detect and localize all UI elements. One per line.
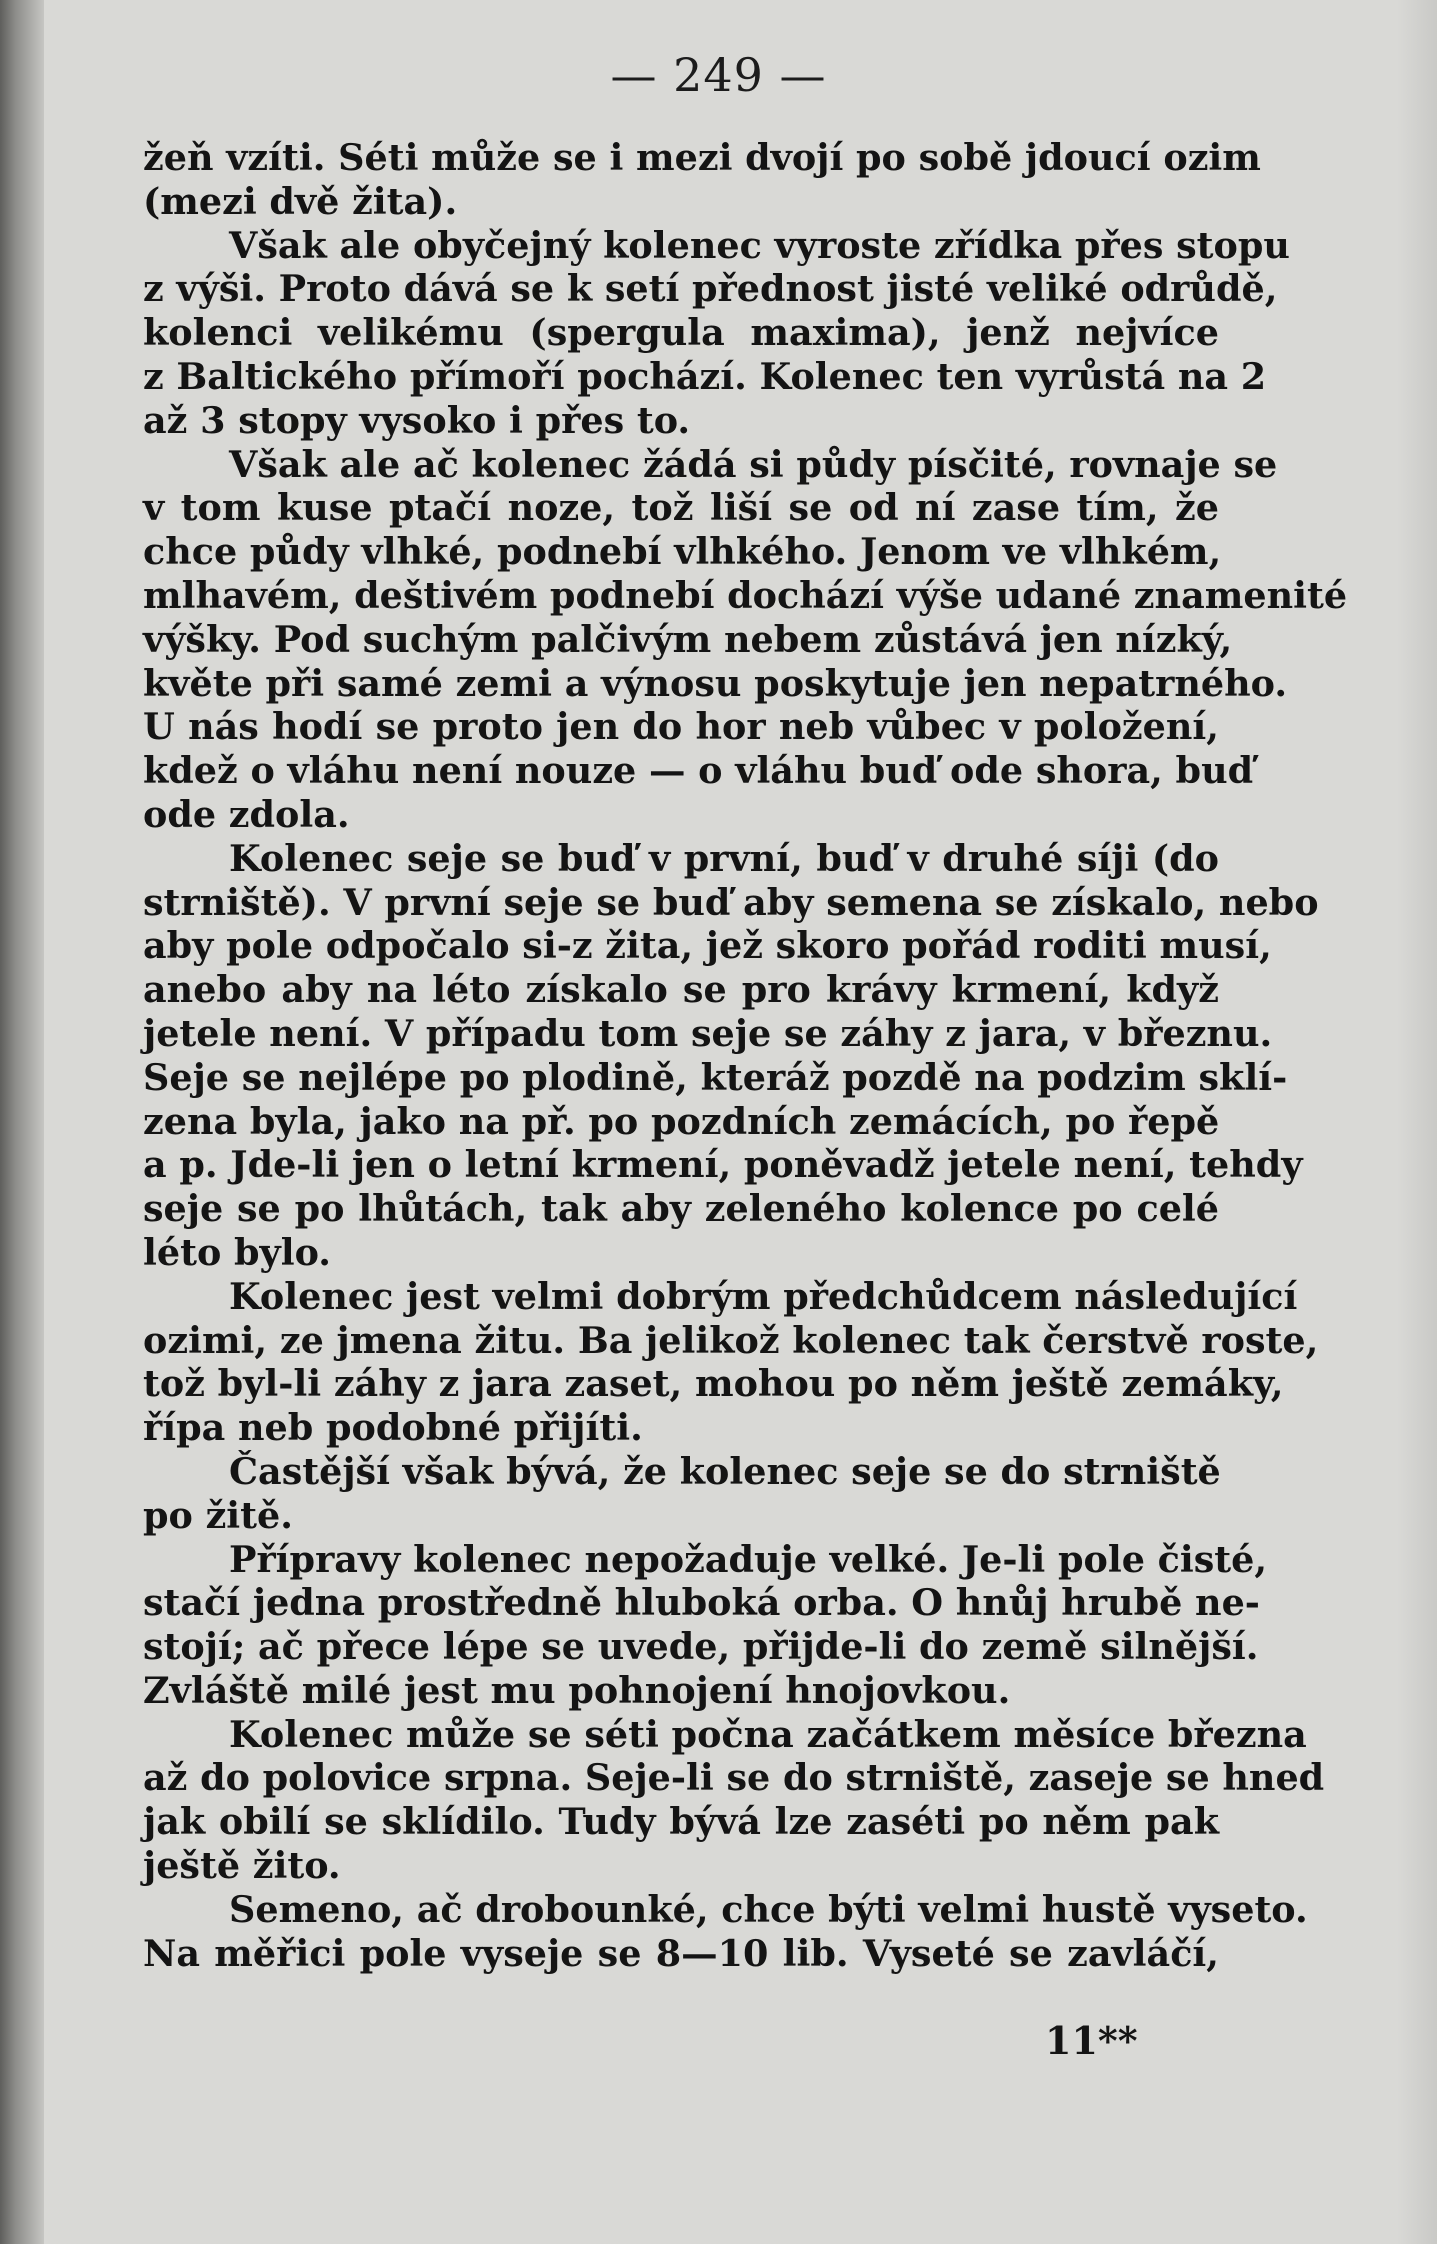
text-line: po žitě. <box>143 1493 293 1537</box>
text-line: (mezi dvě žita). <box>143 179 458 223</box>
text-line: Na měřici pole vyseje se 8—10 lib. Vyseté se zavláčí, <box>143 1931 1219 1975</box>
text-line: Kolenec seje se buď v první, buď v druhé síji (do <box>229 836 1219 880</box>
signature-mark: 11** <box>1045 2018 1138 2063</box>
book-spine-shadow <box>0 0 44 2244</box>
text-line: Přípravy kolenec nepožaduje velké. Je-li pole čisté, <box>229 1537 1268 1581</box>
text-line: výšky. Pod suchým palčivým nebem zůstává jen nízký, <box>143 617 1233 661</box>
text-line: až do polovice srpna. Seje-li se do strniště, zaseje se hned <box>143 1756 1325 1800</box>
text-line: aby pole odpočalo si-z žita, jež skoro pořád roditi musí, <box>143 924 1272 968</box>
text-line: jetele není. V případu tom seje se záhy z jara, v březnu. <box>143 1011 1273 1055</box>
text-line: Seje se nejlépe po plodině, kteráž pozdě na podzim sklí- <box>143 1055 1288 1099</box>
text-line: anebo aby na léto získalo se pro krávy krmení, když <box>143 968 1219 1012</box>
text-line: zena byla, jako na př. po pozdních zemácích, po řepě <box>143 1099 1220 1143</box>
text-line: Zvláště milé jest mu pohnojení hnojovkou. <box>143 1668 1011 1712</box>
text-line: a p. Jde-li jen o letní krmení, poněvadž jetele není, tehdy <box>143 1143 1303 1187</box>
text-line: květe při samé zemi a výnosu poskytuje jen nepatrného. <box>143 661 1288 705</box>
text-line: tož byl-li záhy z jara zaset, mohou po něm ještě zemáky, <box>143 1362 1284 1406</box>
text-line: řípa neb podobné přijíti. <box>143 1406 643 1450</box>
text-line: Semeno, ač drobounké, chce býti velmi hustě vyseto. <box>229 1887 1308 1931</box>
text-line: U nás hodí se proto jen do hor neb vůbec v položení, <box>143 705 1219 749</box>
text-line: chce půdy vlhké, podnebí vlhkého. Jenom ve vlhkém, <box>143 530 1222 574</box>
text-line: v tom kuse ptačí noze, tož liší se od ní zase tím, že <box>143 486 1219 530</box>
text-line: Však ale obyčejný kolenec vyroste zřídka přes stopu <box>229 223 1290 267</box>
text-line: ode zdola. <box>143 792 350 836</box>
page-number: — 249 — <box>610 48 827 102</box>
text-line: jak obilí se sklídilo. Tudy bývá lze zaséti po něm pak <box>143 1800 1219 1844</box>
text-line: ještě žito. <box>143 1844 341 1888</box>
text-line: kolenci velikému (spergula maxima), jenž nejvíce <box>143 311 1219 355</box>
text-line: seje se po lhůtách, tak aby zeleného kolence po celé <box>143 1187 1219 1231</box>
text-line: léto bylo. <box>143 1230 332 1274</box>
text-line: stačí jedna prostředně hluboká orba. O hnůj hrubě ne- <box>143 1581 1260 1625</box>
text-line: Však ale ač kolenec žádá si půdy písčité, rovnaje se <box>229 442 1278 486</box>
text-line: Častější však bývá, že kolenec seje se do strniště <box>229 1449 1221 1493</box>
text-line: z výši. Proto dává se k setí přednost jisté veliké odrůdě, <box>143 267 1278 311</box>
text-line: kdež o vláhu není nouze — o vláhu buď ode shora, buď <box>143 749 1254 793</box>
text-line: Kolenec může se séti počna začátkem měsíce března <box>229 1712 1307 1756</box>
text-line: z Baltického přímoří pochází. Kolenec ten vyrůstá na 2 <box>143 354 1267 398</box>
text-line: ozimi, ze jmena žitu. Ba jelikož kolenec tak čerstvě roste, <box>143 1318 1319 1362</box>
page-edge <box>1397 0 1437 2244</box>
body-text <box>143 136 1348 1975</box>
text-line: Kolenec jest velmi dobrým předchůdcem následující <box>229 1274 1298 1318</box>
text-line: mlhavém, deštivém podnebí dochází výše udané znamenité <box>143 573 1348 617</box>
text-line: strniště). V první seje se buď aby semena se získalo, nebo <box>143 880 1319 924</box>
text-line: až 3 stopy vysoko i přes to. <box>143 398 691 442</box>
text-line: žeň vzíti. Séti může se i mezi dvojí po sobě jdoucí ozim <box>143 136 1261 179</box>
text-line: stojí; ač přece lépe se uvede, přijde-li do země silnější. <box>143 1625 1259 1669</box>
